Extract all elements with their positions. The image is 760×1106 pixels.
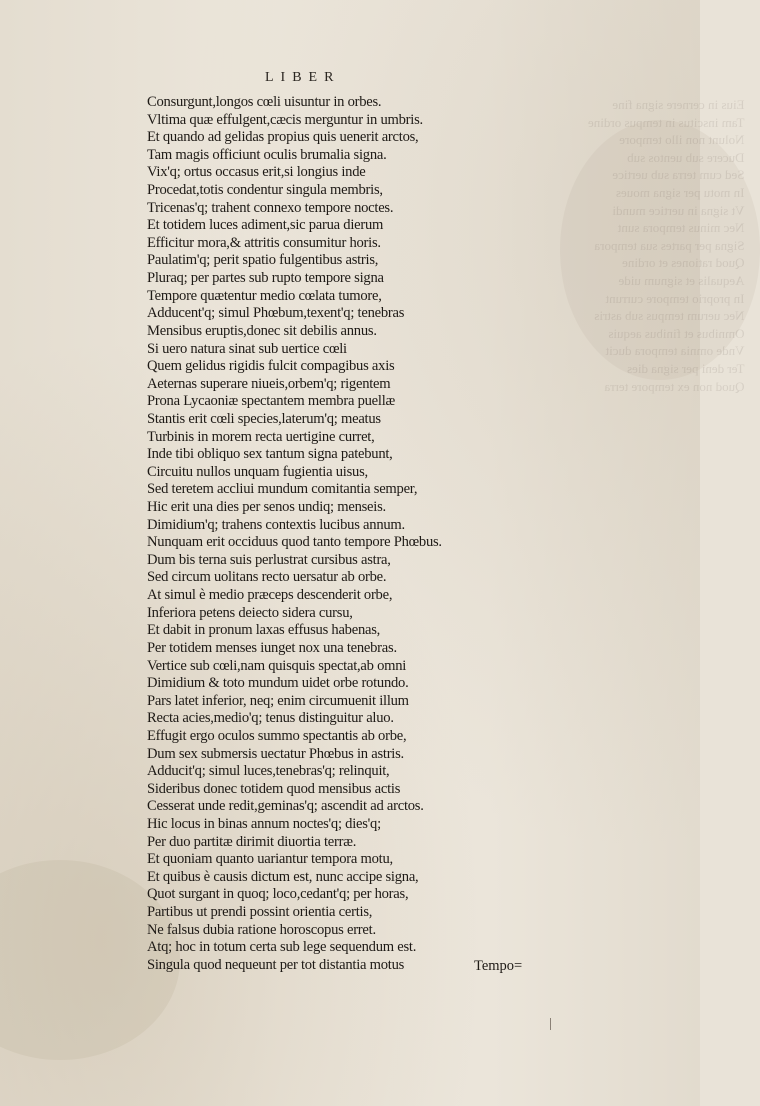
verse-line: Stantis erit cœli species,laterum'q; meatus — [147, 410, 381, 427]
verse-line: Effugit ergo oculos summo spectantis ab orbe, — [147, 727, 407, 744]
verse-line: Tricenas'q; trahent connexo tempore noctes. — [147, 199, 394, 216]
verse-line: At simul è medio præceps descenderit orbe, — [147, 587, 393, 604]
verse-line: Partibus ut prendi possint orientia certis, — [147, 904, 373, 921]
verse-line: Vertice sub cœli,nam quisquis spectat,ab omni — [147, 657, 407, 674]
running-head: LIBER — [265, 70, 341, 85]
verse-line: Atq; hoc in totum certa sub lege sequendum est. — [147, 939, 417, 956]
verse-line: Adducit'q; simul luces,tenebras'q; relinquit, — [147, 763, 390, 780]
verse-line: Tempore quætentur medio cœlata tumore, — [147, 287, 382, 304]
verse-line: Dimidium & toto mundum uidet orbe rotundo. — [147, 675, 409, 692]
verse-line: Pluraq; per partes sub rupto tempore signa — [147, 270, 384, 287]
catchword: Tempo= — [474, 958, 523, 974]
verse-line: Quem gelidus rigidis fulcit compagibus axis — [147, 358, 395, 375]
verse-line: Per duo partitæ dirimit diuortia terræ. — [147, 833, 357, 850]
verse-line: Dimidium'q; trahens contextis lucibus annum. — [147, 516, 405, 533]
verse-line: Paulatim'q; perit spatio fulgentibus astris, — [147, 252, 379, 269]
verse-line: Vix'q; ortus occasus erit,si longius inde — [147, 164, 366, 181]
verse-line: Ne falsus dubia ratione horoscopus erret. — [147, 921, 376, 938]
verse-line: Et quibus è causis dictum est, nunc accipe signa, — [147, 868, 419, 885]
margin-mark — [550, 1018, 551, 1030]
verse-line: Circuitu nullos unquam fugientia uisus, — [147, 463, 368, 480]
verse-line: Cesserat unde redit,geminas'q; ascendit ad arctos. — [147, 798, 424, 815]
verse-line: Efficitur mora,& attritis consumitur horis. — [147, 234, 381, 251]
verse-line: Recta acies,medio'q; tenus distinguitur aluo. — [147, 710, 394, 727]
verse-line: Nunquam erit occiduus quod tanto tempore Phœbus. — [147, 534, 442, 551]
verse-line: Adducent'q; simul Phœbum,texent'q; tenebras — [147, 305, 405, 322]
verse-line: Procedat,totis condentur singula membris, — [147, 182, 383, 199]
verse-line: Et quoniam quanto uariantur tempora motu, — [147, 851, 393, 868]
verse-line: Prona Lycaoniæ spectantem membra puellæ — [147, 393, 396, 410]
verse-block — [147, 94, 547, 974]
verse-line: Pars latet inferior, neq; enim circumuenit illum — [147, 692, 409, 709]
verse-line: Turbinis in morem recta uertigine curret, — [147, 428, 375, 445]
verse-line: Singula quod nequeunt per tot distantia motus — [147, 956, 405, 973]
verse-line: Mensibus eruptis,donec sit debilis annus. — [147, 322, 377, 339]
verse-line: Dum bis terna suis perlustrat cursibus astra, — [147, 551, 391, 568]
show-through-text: Eius in cernere signa fine Tam inscitus in tempus ordine Nolunt non illo tempore Ducere sub uentos sub Sed cum terra sub uertice In motu per signa moues Vt signa in uertice mundi Nec minus tempora sunt Signa per partes sua tempora Quod rationes et ordine Aequalis et signum uide In proprio tempore currunt Nec uerum tempus sub astris Omnibus et finibus aequis Vnde omnia tempora ducit Ter deni per signa dies Quod non ex tempore terra — [588, 97, 745, 394]
verse-line: Tam magis officiunt oculis brumalia signa. — [147, 146, 387, 163]
verse-line: Sed teretem accliui mundum comitantia semper, — [147, 481, 418, 498]
verse-line: Hic erit una dies per senos undiq; menseis. — [147, 499, 386, 516]
verse-line: Et totidem luces adiment,sic parua dierum — [147, 217, 384, 234]
verse-line: Per totidem menses iunget nox una tenebras. — [147, 639, 397, 656]
verse-line: Hic locus in binas annum noctes'q; dies'q; — [147, 815, 381, 832]
verse-line: Aeternas superare niueis,orbem'q; rigentem — [147, 375, 391, 392]
verse-line: Inde tibi obliquo sex tantum signa patebunt, — [147, 446, 393, 463]
verse-line: Dum sex submersis uectatur Phœbus in astris. — [147, 745, 404, 762]
verse-line: Sideribus donec totidem quod mensibus actis — [147, 780, 401, 797]
verse-line: Quot surgant in quoq; loco,cedant'q; per horas, — [147, 886, 409, 903]
verse-line: Consurgunt,longos cœli uisuntur in orbes. — [147, 94, 382, 110]
verse-line: Inferiora petens deiecto sidera cursu, — [147, 604, 353, 621]
verse-line: Si uero natura sinat sub uertice cœli — [147, 340, 347, 357]
verse-line: Et dabit in pronum laxas effusus habenas, — [147, 622, 381, 639]
verse-line: Sed circum uolitans recto uersatur ab orbe. — [147, 569, 387, 586]
verse-line: Vltima quæ effulgent,cæcis merguntur in umbris. — [147, 111, 423, 128]
verse-line: Et quando ad gelidas propius quis uenerit arctos, — [147, 129, 419, 146]
